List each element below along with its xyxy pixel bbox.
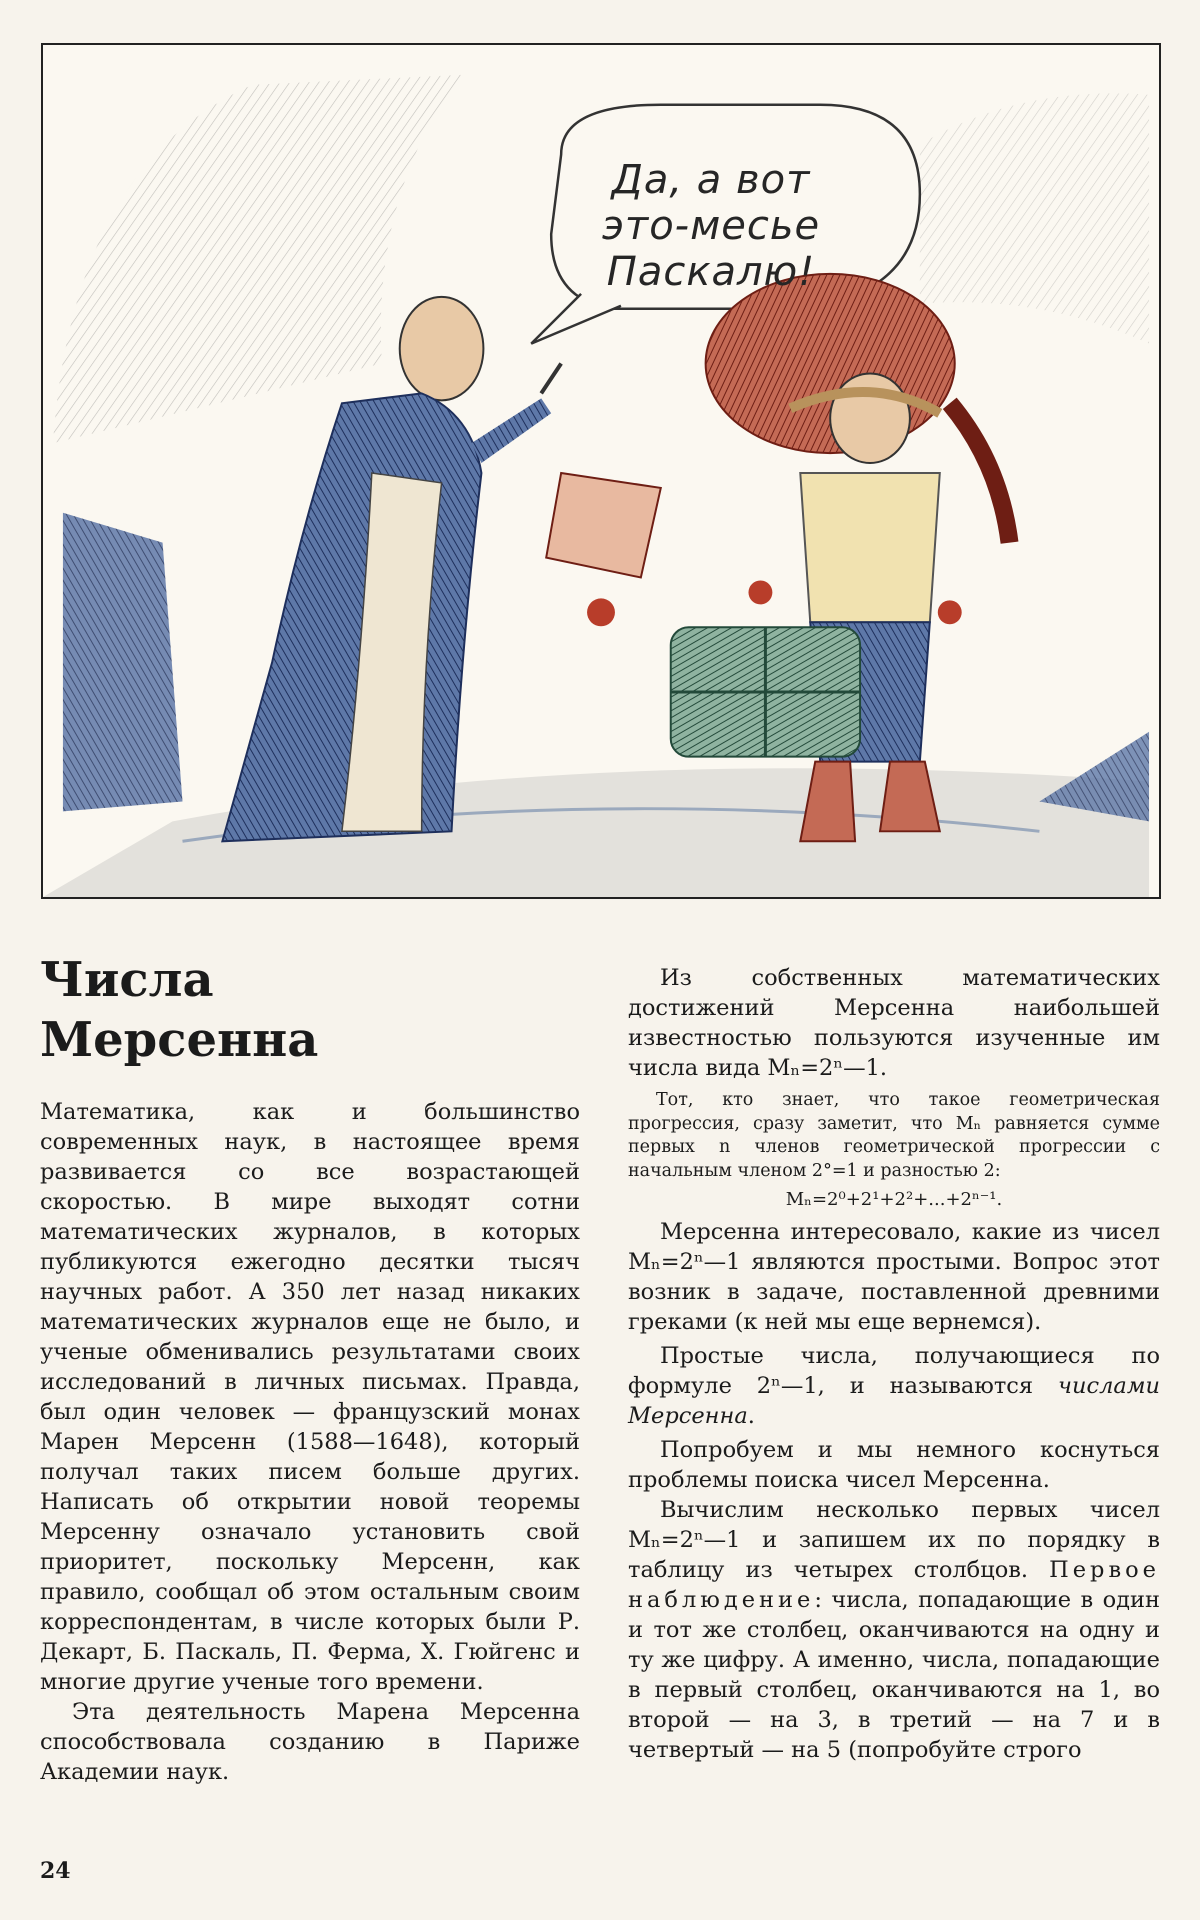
paragraph: Попробуем и мы немного коснуться проблемы поиска чисел Мерсенна. bbox=[628, 1437, 1160, 1493]
title-line: Мерсенна bbox=[40, 1012, 319, 1068]
paragraph: Эта деятельность Марена Мерсенна способствовала созданию в Париже Академии наук. bbox=[40, 1699, 580, 1785]
lectern bbox=[63, 513, 183, 812]
background-arch-right bbox=[920, 93, 1149, 343]
article-title bbox=[40, 950, 580, 1070]
speech-line: Да, а вот bbox=[611, 157, 811, 203]
text-span: : числа, попадающие в один и тот же столбец, оканчиваются на одну и ту же цифру. А именно, числа, попадающие в первый столбец, оканчиваются на 1, во второй — на 3, в третий — на 7 и в четвертый — на 5 (попробуйте строго bbox=[628, 1587, 1160, 1763]
italic-term: числами Мерсенна bbox=[628, 1373, 1160, 1429]
text-span: Вычислим несколько первых чисел Mₙ=2ⁿ—1 и запишем их по порядку в таблицу из четырех столбцов. bbox=[628, 1497, 1160, 1583]
wax-seal bbox=[587, 598, 615, 626]
speech-line: это-месье bbox=[601, 203, 821, 249]
paragraph: Мерсенна интересовало, какие из чисел Mₙ=2ⁿ—1 являются простыми. Вопрос этот возник в задаче, поставленной древними греками (к ней мы еще вернемся). bbox=[628, 1219, 1160, 1335]
monk-head bbox=[400, 297, 484, 401]
cartoon-illustration bbox=[41, 43, 1161, 899]
floor bbox=[43, 768, 1149, 897]
background-arch bbox=[53, 75, 462, 443]
traveller-coat bbox=[800, 473, 940, 622]
speech-bubble-text bbox=[561, 157, 861, 295]
speech-line: Паскалю! bbox=[606, 249, 816, 295]
traveller-head bbox=[830, 373, 910, 463]
text-span: . bbox=[747, 1403, 755, 1429]
page-number: 24 bbox=[40, 1858, 71, 1884]
title-line: Числа bbox=[40, 952, 214, 1008]
spaced-term: Первое наблюдение bbox=[628, 1557, 1160, 1613]
footnote-paragraph: Тот, кто знает, что такое геометрическая прогрессия, сразу заметит, что Mₙ равняется сумме первых n членов геометрической прогрессии с начальным членом 2°=1 и разностью 2: bbox=[628, 1090, 1160, 1181]
paragraph: Из собственных математических достижений Мерсенна наибольшей известностью пользуются изученные им числа вида Mₙ=2ⁿ—1. bbox=[628, 965, 1160, 1081]
text-span: Простые числа, получающиеся по формуле 2ⁿ—1, и называются bbox=[628, 1343, 1160, 1399]
paragraph bbox=[628, 1495, 1160, 1765]
paragraph bbox=[628, 1341, 1160, 1431]
right-column bbox=[628, 963, 1160, 1765]
left-column bbox=[40, 1097, 580, 1787]
letter bbox=[546, 473, 661, 578]
formula: Mₙ=2⁰+2¹+2²+...+2ⁿ⁻¹. bbox=[785, 1189, 1003, 1210]
paragraph: Математика, как и большинство современных наук, в настоящее время развивается со все возрастающей скоростью. В мире выходят сотни математических журналов, в которых публикуются ежегодно десятки тысяч научных работ. А 350 лет назад никаких математических журналов еще не было, и ученые обменивались результатами своих исследований в личных письмах. Правда, был один человек — французский монах Марен Мерсенн (1588—1648), который получал таких писем больше других. Написать об открытии новой теоремы Мерсенну означало установить свой приоритет, поскольку Мерсенн, как правило, сообщал об этом остальным своим корреспондентам, в числе которых были Р. Декарт, Б. Паскаль, П. Ферма, Х. Гюйгенс и многие другие ученые того времени. bbox=[40, 1099, 580, 1695]
